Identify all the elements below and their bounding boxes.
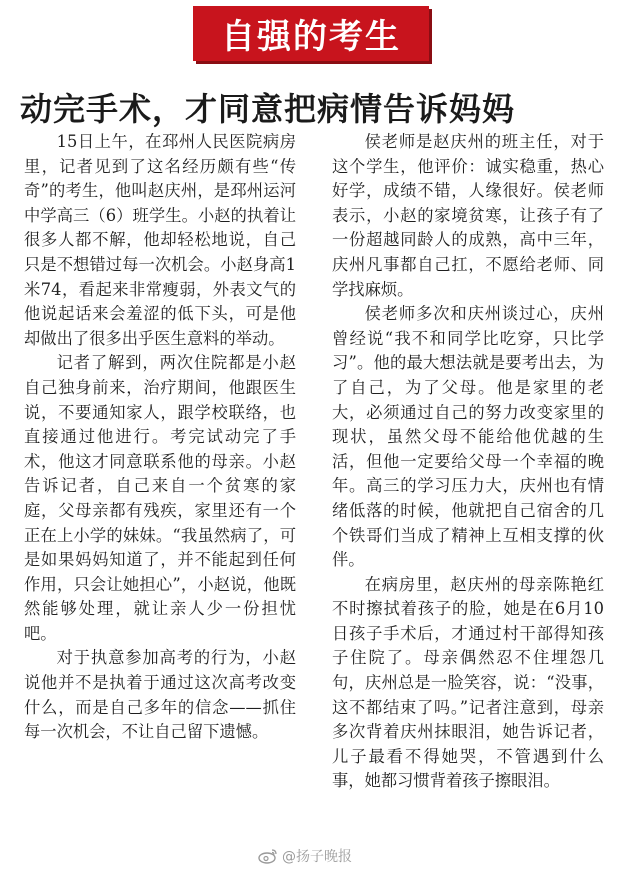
source-watermark [258,846,352,866]
paragraph: 对于执意参加高考的行为，小赵说他并不是执着于通过这次高考改变什么，而是自己多年的信念——抓住每一次机会，不让自己留下遗憾。 [24,648,296,742]
section-banner [193,6,429,61]
weibo-icon [258,848,278,864]
article-column-left [24,130,296,745]
watermark-text: @扬子晚报 [282,849,352,865]
paragraph: 侯老师是赵庆州的班主任，对于这个学生，他评价：诚实稳重，热心好学，成绩不错，人缘很好。侯老师表示，小赵的家境贫寒，让孩子有了一份超越同龄人的成熟，高中三年，庆州凡事都自己扛，不愿给老师、同学找麻烦。 [332,132,604,299]
article-headline: 动完手术，才同意把病情告诉妈妈 [20,90,516,128]
paragraph: 15日上午，在邳州人民医院病房里，记者见到了这名经历颇有些“传奇”的考生，他叫赵庆州，是邳州运河中学高三（6）班学生。小赵的执着让很多人都不解，他却轻松地说，自己只是不想错过每一次机会。小赵身高1米74，看起来非常瘦弱，外表文气的他说起话来会羞涩的低下头，可是他却做出了很多出乎医生意料的举动。 [24,132,296,348]
section-banner-title: 自强的考生 [221,17,401,57]
paragraph: 记者了解到，两次住院都是小赵自己独身前来，治疗期间，他跟医生说，不要通知家人，跟学校联络，也直接通过他进行。考完试动完了手术，他这才同意联系他的母亲。小赵告诉记者，自己来自一个贫寒的家庭，父母亲都有残疾，家里还有一个正在上小学的妹妹。“我虽然病了，可是如果妈妈知道了，并不能起到任何作用，只会让她担心”，小赵说，他既然能够处理，就让亲人少一份担忧吧。 [24,353,296,643]
article-column-right [332,130,604,794]
paragraph: 在病房里，赵庆州的母亲陈艳红不时擦拭着孩子的脸，她是在6月10日孩子手术后，才通过村干部得知孩子住院了。母亲偶然忍不住埋怨几句，庆州总是一脸笑容，说：“没事，这不都结束了吗。”记者注意到，母亲多次背着庆州抹眼泪，她告诉记者，儿子最看不得她哭，不管遇到什么事，她都习惯背着孩子擦眼泪。 [332,574,604,791]
paragraph: 侯老师多次和庆州谈过心，庆州曾经说“我不和同学比吃穿，只比学习”。他的最大想法就是要考出去，为了自己，为了父母。他是家里的老大，必须通过自己的努力改变家里的现状，虽然父母不能给他优越的生活，但他一定要给父母一个幸福的晚年。高三的学习压力大，庆州也有情绪低落的时候，他就把自己宿舍的几个铁哥们当成了精神上互相支撑的伙伴。 [332,304,604,570]
